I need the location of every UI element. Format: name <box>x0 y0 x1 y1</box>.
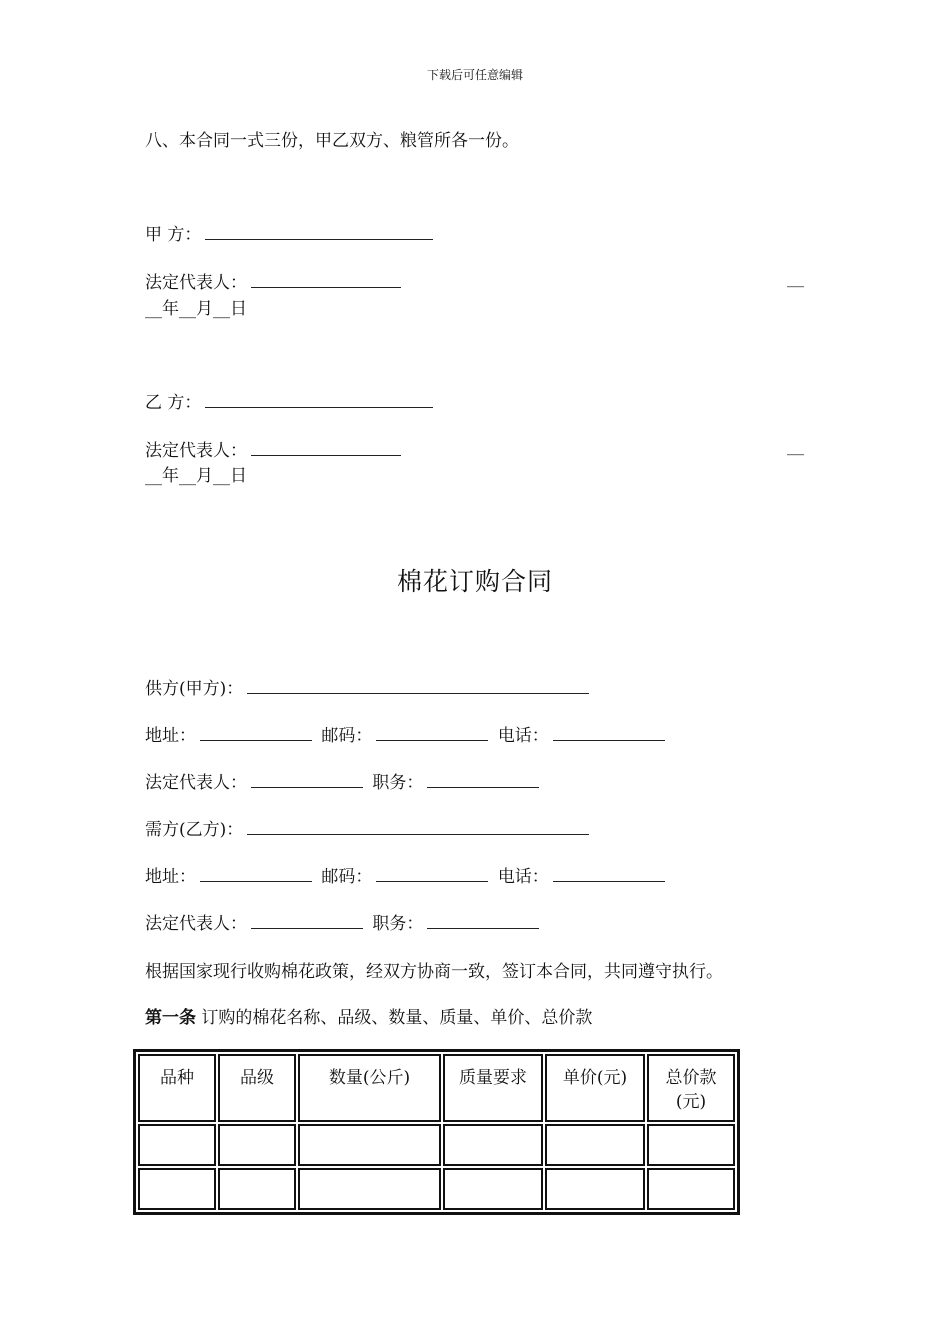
contract-title: 棉花订购合同 <box>396 567 553 596</box>
supplier-position-label: 职务： <box>372 773 424 793</box>
header-note: 下载后可任意编辑 <box>426 68 523 82</box>
party-b-date-dash: __ <box>787 436 804 456</box>
year-label: 年 <box>162 299 179 319</box>
header-unit-price: 单价(元) <box>545 1054 645 1122</box>
article-one <box>145 1003 592 1028</box>
table-header-row <box>138 1054 735 1122</box>
buyer-address-line <box>145 862 669 887</box>
day-label: 日 <box>230 466 247 486</box>
party-a-line <box>145 220 437 245</box>
article-one-text: 订购的棉花名称、品级、数量、质量、单价、总价款 <box>201 1008 593 1028</box>
buyer-rep-line <box>145 909 543 934</box>
buyer-line <box>145 815 593 840</box>
party-a-rep-blank <box>251 286 401 288</box>
buyer-postcode-label: 邮码： <box>321 867 373 887</box>
party-a-rep-line <box>145 268 405 293</box>
party-b-rep-line <box>145 436 405 461</box>
month-label: 月 <box>196 466 213 486</box>
cotton-order-table <box>133 1049 740 1215</box>
header-variety: 品种 <box>138 1054 216 1122</box>
party-b-rep-label: 法定代表人： <box>145 441 247 461</box>
party-a-blank <box>205 238 433 240</box>
party-a-date: __年__月__日 <box>145 299 247 319</box>
party-b-date: __年__月__日 <box>145 466 247 486</box>
clause-eight: 八、本合同一式三份，甲乙双方、粮管所各一份。 <box>145 131 519 151</box>
supplier-address-line <box>145 721 669 746</box>
supplier-address-label: 地址： <box>145 726 196 746</box>
party-b-rep-blank <box>251 454 401 456</box>
party-a-date-dash: __ <box>787 268 804 288</box>
day-label: 日 <box>230 299 247 319</box>
buyer-label: 需方(乙方)： <box>145 820 244 840</box>
buyer-rep-label: 法定代表人： <box>145 914 247 934</box>
supplier-phone-label: 电话： <box>497 726 549 746</box>
party-b-blank <box>205 406 433 408</box>
supplier-blank <box>247 692 589 694</box>
supplier-rep-label: 法定代表人： <box>145 773 247 793</box>
table-row <box>138 1168 735 1210</box>
buyer-address-label: 地址： <box>145 867 196 887</box>
header-quantity: 数量(公斤) <box>298 1054 441 1122</box>
table-row <box>138 1124 735 1166</box>
month-label: 月 <box>196 299 213 319</box>
year-label: 年 <box>162 466 179 486</box>
supplier-line <box>145 674 593 699</box>
party-b-line <box>145 388 437 413</box>
buyer-phone-label: 电话： <box>497 867 549 887</box>
buyer-blank <box>247 833 589 835</box>
buyer-position-label: 职务： <box>372 914 424 934</box>
party-a-label: 甲 方： <box>145 225 202 245</box>
header-grade: 品级 <box>218 1054 296 1122</box>
basis-text: 根据国家现行收购棉花政策，经双方协商一致，签订本合同，共同遵守执行。 <box>145 962 723 982</box>
header-total-price: 总价款(元) <box>647 1054 735 1122</box>
article-one-number: 第一条 <box>145 1008 196 1028</box>
supplier-postcode-label: 邮码： <box>321 726 373 746</box>
supplier-label: 供方(甲方)： <box>145 679 244 699</box>
header-quality: 质量要求 <box>443 1054 543 1122</box>
supplier-rep-line <box>145 768 543 793</box>
party-b-label: 乙 方： <box>145 393 202 413</box>
party-a-rep-label: 法定代表人： <box>145 273 247 293</box>
